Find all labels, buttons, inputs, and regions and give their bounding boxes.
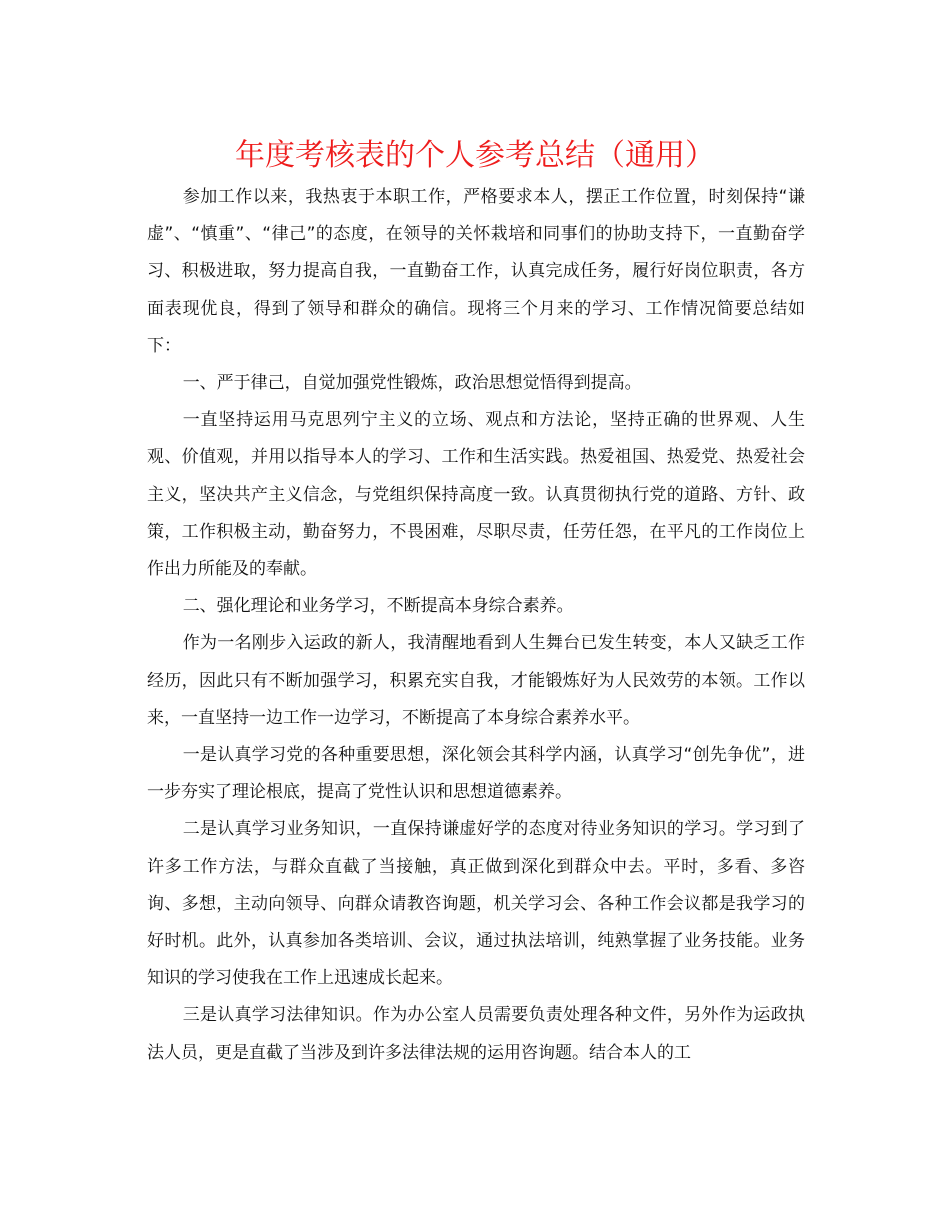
document-body <box>147 179 805 1072</box>
paragraph: 一是认真学习党的各种重要思想，深化领会其科学内涵，认真学习“创先争优”，进一步夯实了理论根底，提高了党性认识和思想道德素养。 <box>147 745 805 803</box>
document-title: 年度考核表的个人参考总结（通用） <box>235 138 715 173</box>
paragraph: 一、严于律己，自觉加强党性锻炼，政治思想觉悟得到提高。 <box>182 373 642 394</box>
paragraph: 三是认真学习法律知识。作为办公室人员需要负责处理各种文件，另外作为运政执法人员，更是直截了当涉及到许多法律法规的运用咨询题。结合本人的工 <box>147 1005 805 1063</box>
paragraph: 作为一名刚步入运政的新人，我清醒地看到人生舞台已发生转变，本人又缺乏工作经历，因此只有不断加强学习，积累充实自我，才能锻炼好为人民效劳的本领。工作以来，一直坚持一边工作一边学习，不断提高了本身综合素养水平。 <box>147 633 805 728</box>
paragraph: 一直坚持运用马克思列宁主义的立场、观点和方法论，坚持正确的世界观、人生观、价值观，并用以指导本人的学习、工作和生活实践。热爱祖国、热爱党、热爱社会主义，坚决共产主义信念，与党组织保持高度一致。认真贯彻执行党的道路、方针、政策，工作积极主动，勤奋努力，不畏困难，尽职尽责，任劳任怨，在平凡的工作岗位上作出力所能及的奉献。 <box>147 410 805 580</box>
paragraph: 参加工作以来，我热衷于本职工作，严格要求本人，摆正工作位置，时刻保持“谦虚”、“慎重”、“律己”的态度，在领导的关怀栽培和同事们的协助支持下，一直勤奋学习、积极进取，努力提高自我，一直勤奋工作，认真完成任务，履行好岗位职责，各方面表现优良，得到了领导和群众的确信。现将三个月来的学习、工作情况简要总结如下： <box>147 187 805 356</box>
paragraph: 二、强化理论和业务学习，不断提高本身综合素养。 <box>182 596 574 617</box>
paragraph: 二是认真学习业务知识，一直保持谦虚好学的态度对待业务知识的学习。学习到了许多工作方法，与群众直截了当接触，真正做到深化到群众中去。平时，多看、多咨询、多想，主动向领导、向群众请教咨询题，机关学习会、各种工作会议都是我学习的好时机。此外，认真参加各类培训、会议，通过执法培训，纯熟掌握了业务技能。业务知识的学习使我在工作上迅速成长起来。 <box>147 819 805 989</box>
